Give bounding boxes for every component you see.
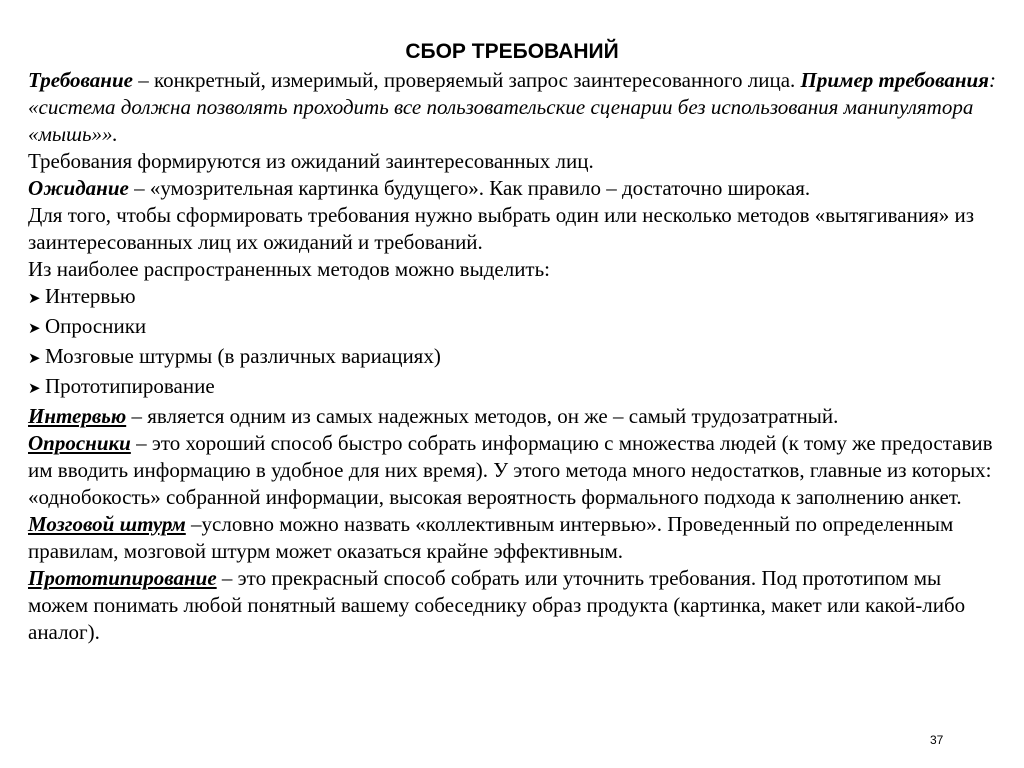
methods-intro: Из наиболее распространенных методов можно выделить: bbox=[28, 257, 551, 281]
interview-text: – является одним из самых надежных методов, он же – самый трудозатратный. bbox=[126, 404, 839, 428]
requirement-paragraph bbox=[28, 67, 1003, 148]
brainstorm-text: –условно можно назвать «коллективным интервью». Проведенный по определенным правилам, мозговой штурм может оказаться крайне эффективным. bbox=[28, 512, 954, 563]
interview-term: Интервью bbox=[28, 404, 127, 428]
method-list-item bbox=[28, 373, 1003, 403]
expectation-paragraph bbox=[28, 175, 1003, 202]
arrow-bullet-icon: ➤ bbox=[28, 291, 41, 307]
questionnaires-text: – это хороший способ быстро собрать информацию с множества людей (к тому же предоставив им вводить информацию в удобное для них время). У этого метода много недостатков, главные из которых: «однобокость» собранной информации, высокая вероятность формального подхода к заполнению анкет. bbox=[28, 431, 993, 509]
document-body bbox=[28, 67, 1003, 646]
brainstorm-term: Мозговой штурм bbox=[28, 512, 186, 536]
elicitation-paragraph: Для того, чтобы сформировать требования нужно выбрать один или несколько методов «вытягивания» из заинтересованных лиц их ожиданий и требований. bbox=[28, 203, 975, 254]
requirement-example-text: «система должна позволять проходить все пользовательские сценарии без использования манипулятора «мышь»». bbox=[28, 95, 974, 146]
requirement-definition: – конкретный, измеримый, проверяемый запрос заинтересованного лица. bbox=[132, 68, 801, 92]
arrow-bullet-icon: ➤ bbox=[28, 381, 41, 397]
brainstorm-paragraph bbox=[28, 511, 1003, 565]
prototyping-paragraph bbox=[28, 565, 1003, 646]
arrow-bullet-icon: ➤ bbox=[28, 321, 41, 337]
questionnaires-paragraph bbox=[28, 430, 1003, 511]
method-label: Опросники bbox=[45, 314, 147, 338]
arrow-bullet-icon: ➤ bbox=[28, 351, 41, 367]
expectation-term: Ожидание bbox=[28, 176, 129, 200]
expectation-definition: – «умозрительная картинка будущего». Как правило – достаточно широкая. bbox=[128, 176, 811, 200]
method-label: Прототипирование bbox=[45, 374, 215, 398]
page-title: СБОР ТРЕБОВАНИЙ bbox=[405, 40, 619, 63]
requirements-source: Требования формируются из ожиданий заинтересованных лиц. bbox=[28, 149, 594, 173]
requirement-example-term: Пример требования bbox=[800, 68, 989, 92]
requirement-example-sep: : bbox=[989, 68, 996, 92]
method-list-item bbox=[28, 283, 1003, 313]
method-label: Мозговые штурмы (в различных вариациях) bbox=[45, 344, 441, 368]
questionnaires-term: Опросники bbox=[28, 431, 131, 455]
interview-paragraph bbox=[28, 403, 1003, 430]
method-list-item bbox=[28, 313, 1003, 343]
page-number: 37 bbox=[930, 733, 944, 747]
method-list-item bbox=[28, 343, 1003, 373]
prototyping-text: – это прекрасный способ собрать или уточнить требования. Под прототипом мы можем понимать любой понятный вашему собеседнику образ продукта (картинка, макет или какой-либо аналог). bbox=[28, 566, 966, 644]
prototyping-term: Прототипирование bbox=[28, 566, 217, 590]
requirement-term: Требование bbox=[28, 68, 133, 92]
method-label: Интервью bbox=[45, 284, 136, 308]
